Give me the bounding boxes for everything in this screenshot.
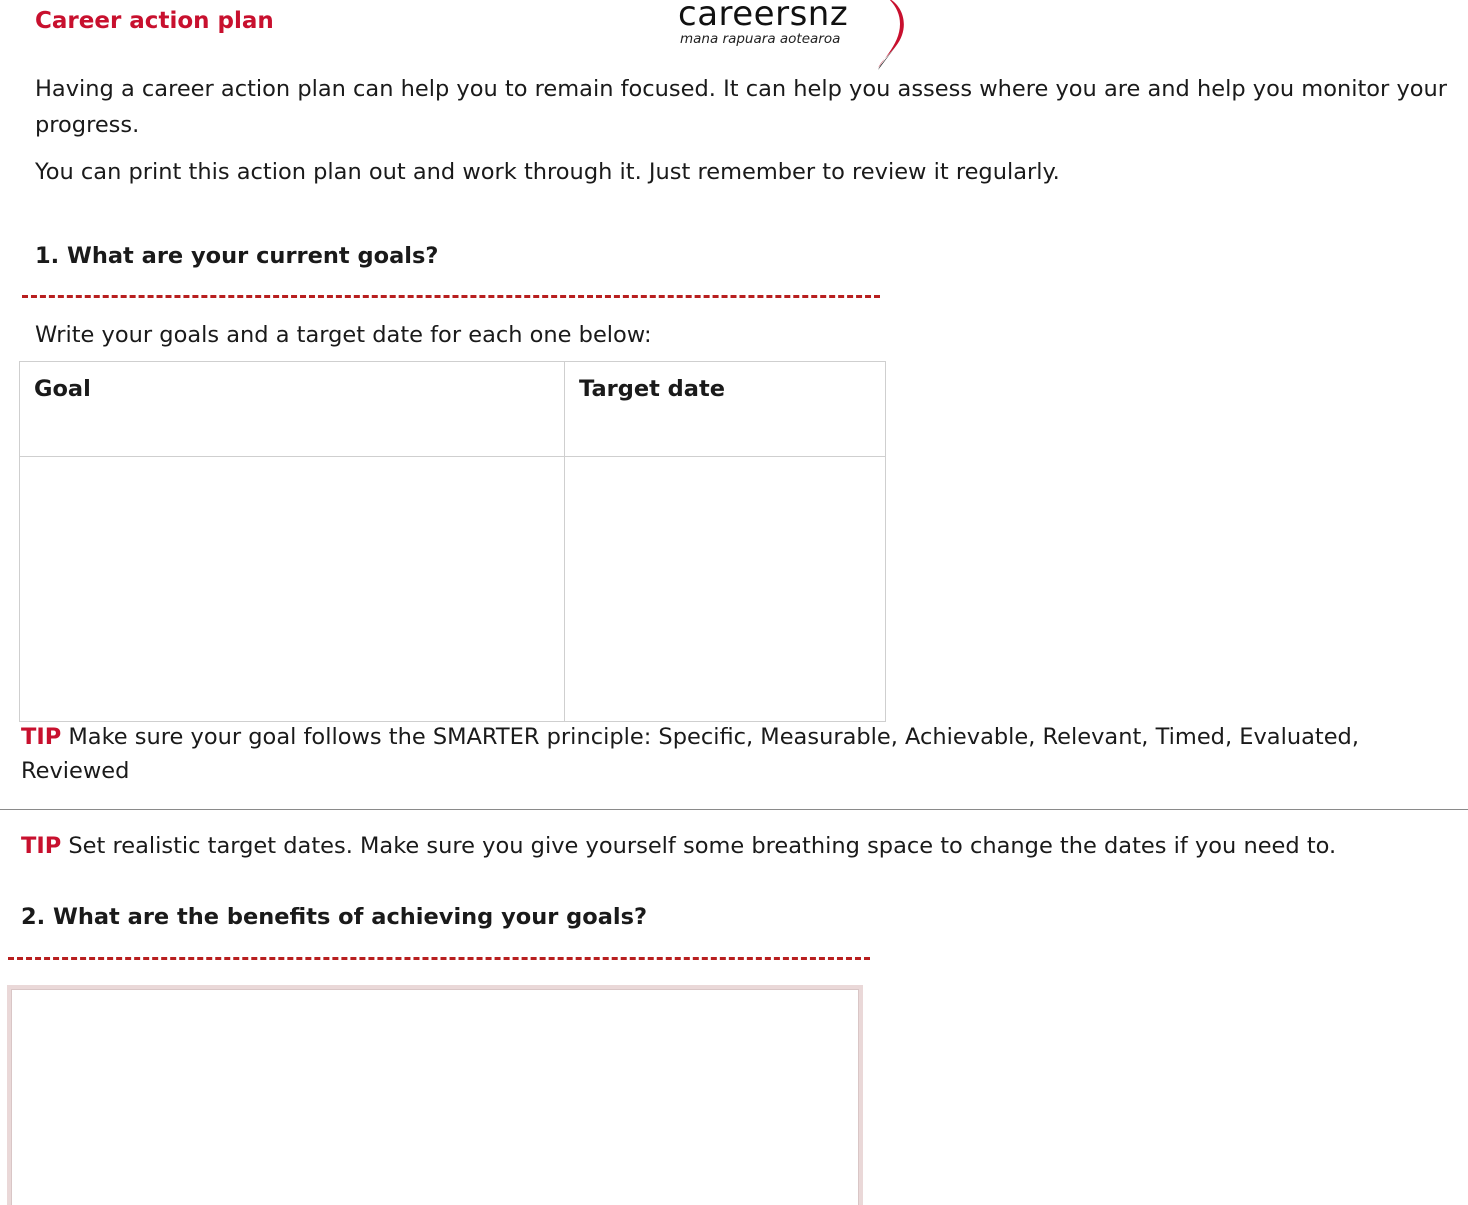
goals-table	[19, 361, 886, 722]
target-date-column-header: Target date	[565, 362, 886, 457]
table-header-row	[20, 362, 886, 457]
benefits-answer-box[interactable]	[7, 985, 863, 1205]
logo-swoosh-icon	[866, 0, 916, 72]
tip-label: TIP	[21, 833, 62, 859]
careersnz-logo	[676, 0, 916, 72]
section-1-instruction: Write your goals and a target date for each one below:	[35, 322, 652, 348]
section-2-divider	[8, 957, 870, 960]
goal-cell[interactable]	[20, 457, 565, 722]
section-1-divider	[22, 295, 880, 298]
document-title: Career action plan	[35, 8, 274, 34]
intro-paragraph-2: You can print this action plan out and work through it. Just remember to review it regularly.	[35, 159, 1060, 185]
goal-column-header: Goal	[20, 362, 565, 457]
tip-text: Set realistic target dates. Make sure you give yourself some breathing space to change the dates if you need to.	[68, 833, 1337, 859]
logo-wordmark: careersnz	[678, 0, 849, 34]
logo-tagline: mana rapuara aotearoa	[680, 31, 841, 47]
tip-target-dates	[21, 829, 1336, 863]
tip-label: TIP	[21, 724, 62, 750]
target-date-cell[interactable]	[565, 457, 886, 722]
tip-text: Make sure your goal follows the SMARTER principle: Specific, Measurable, Achievable, Relevant, Timed, Evaluated, Reviewed	[21, 724, 1359, 784]
tip-smarter	[21, 720, 1421, 788]
section-2-heading: 2. What are the benefits of achieving your goals?	[21, 904, 648, 930]
benefits-answer-area[interactable]	[11, 989, 859, 1205]
horizontal-rule	[0, 809, 1468, 810]
section-1-heading: 1. What are your current goals?	[35, 243, 439, 269]
table-row	[20, 457, 886, 722]
intro-paragraph-1: Having a career action plan can help you to remain focused. It can help you assess where you are and help you monitor your progress.	[35, 76, 1448, 138]
